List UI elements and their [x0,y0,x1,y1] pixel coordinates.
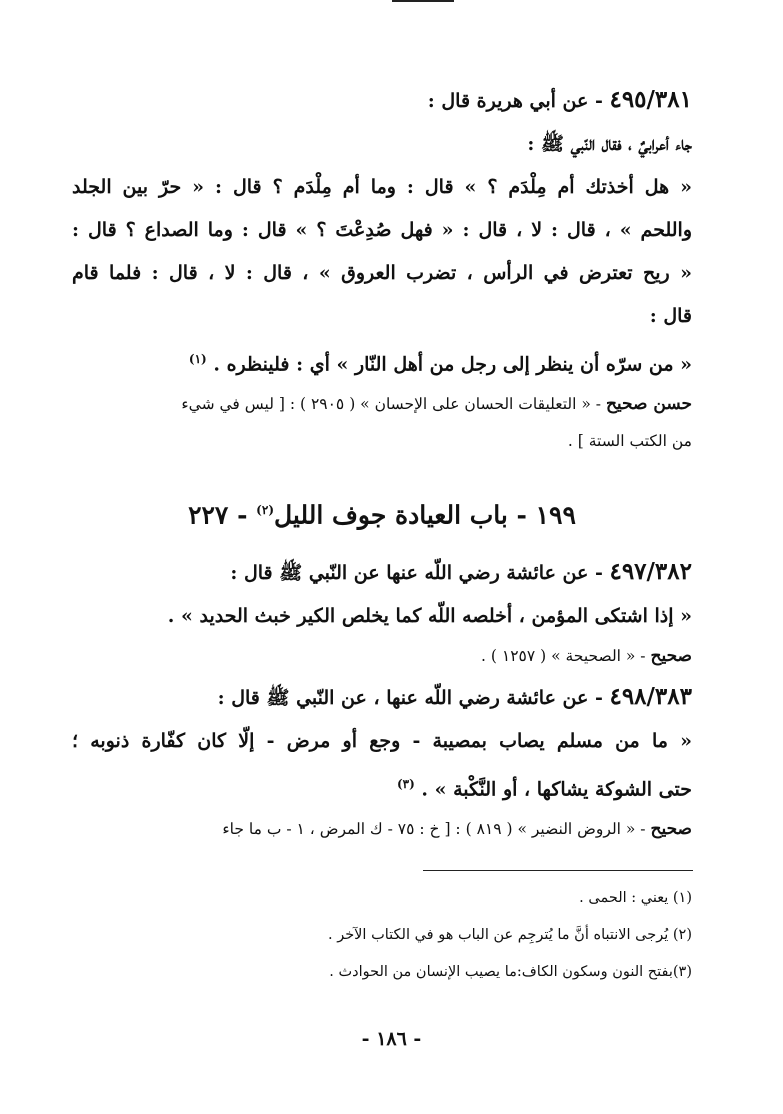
hadith-intro: - عن عائشة رضي اللّه عنها ، عن النّبي ﷺ قال : [217,686,603,709]
text-line: جاء أعرابيٌ ، فقال النّبي ﷺ : [527,133,692,155]
text-line: « من سرّه أن ينظر إلى رجل من أهل النّار » أي : فلينظره . $^{(١)}$ [188,352,692,376]
hadith-381-header [72,78,692,123]
footnote-rule [423,870,693,871]
top-rule [392,0,454,2]
hadith-383-header [72,675,692,720]
source-text: - « الصحيحة » ( ١٢٥٧ ) . [481,646,646,665]
text-line: « ما من مسلم يصاب بمصيبة - وجع أو مرض - إلّا كان كفّارة ذنوبه ؛ [72,729,692,752]
page-number: - ١٨٦ - [361,1028,422,1050]
hadith-number: ٤٩٨/٣٨٣ [609,682,692,710]
hadith-intro: - عن عائشة رضي اللّه عنها عن النّبي ﷺ قال : [230,561,603,584]
footnote: (٣)بفتح النون وسكون الكاف:ما يصيب الإنسان من الحوادث . [329,964,692,980]
text-line: « إذا اشتكى المؤمن ، أخلصه اللّه كما يخلص الكير خبث الحديد » . [167,604,692,627]
hadith-381-source [72,386,692,423]
footnote: (٢) يُرجى الانتباه أنَّ ما يُترجِم عن الباب هو في الكتاب الآخر . [327,927,692,943]
hadith-382-header [72,550,692,595]
hadith-383-source [72,811,692,848]
text-line: « هل أخذتك أم مِلْدَم ؟ » قال : وما أم مِلْدَم ؟ قال : « حرّ بين الجلد [72,176,692,198]
text-line: حتى الشوكة يشاكها ، أو النَّكْبة » . $^{(٣)}$ [396,776,692,800]
chapter-title: ١٩٩ - باب العيادة جوف الليل [274,500,576,530]
hadith-number: ٤٩٧/٣٨٢ [609,557,692,585]
chapter-number: - ٢٢٧ [188,500,248,530]
source-text: - « الروض النضير » ( ٨١٩ ) : [ خ : ٧٥ - ك المرض ، ١ - ب ما جاء [222,819,646,838]
grade-label: حسن صحيح [605,394,692,415]
text-line: قال : [649,305,692,327]
hadith-number: ٤٩٥/٣٨١ [609,86,692,113]
grade-label: صحيح [650,818,692,839]
chapter-heading [72,480,692,545]
source-text-cont: من الكتب الستة ] . [567,432,692,451]
footnote-marker: (١) [188,352,207,366]
hadith-382-source [72,638,692,675]
source-text: - « التعليقات الحسان على الإحسان » ( ٢٩٠٥ ) : [ ليس في شيء [181,395,602,414]
page-body [72,78,692,848]
text-line: « ريح تعترض في الرأس ، تضرب العروق » ، قال : لا ، قال : فلما قام [72,262,692,284]
text-line: واللحم » ، قال : لا ، قال : « فهل صُدِعْتَ ؟ » قال : وما الصداع ؟ قال : [72,219,692,241]
footnote-marker: (٣) [396,776,415,791]
footnote: (١) يعني : الحمى . [579,890,692,906]
hadith-intro: - عن أبي هريرة قال : [427,90,603,112]
footnote-marker: (٢) [256,503,274,518]
footnotes [72,880,692,991]
grade-label: صحيح [650,645,692,666]
